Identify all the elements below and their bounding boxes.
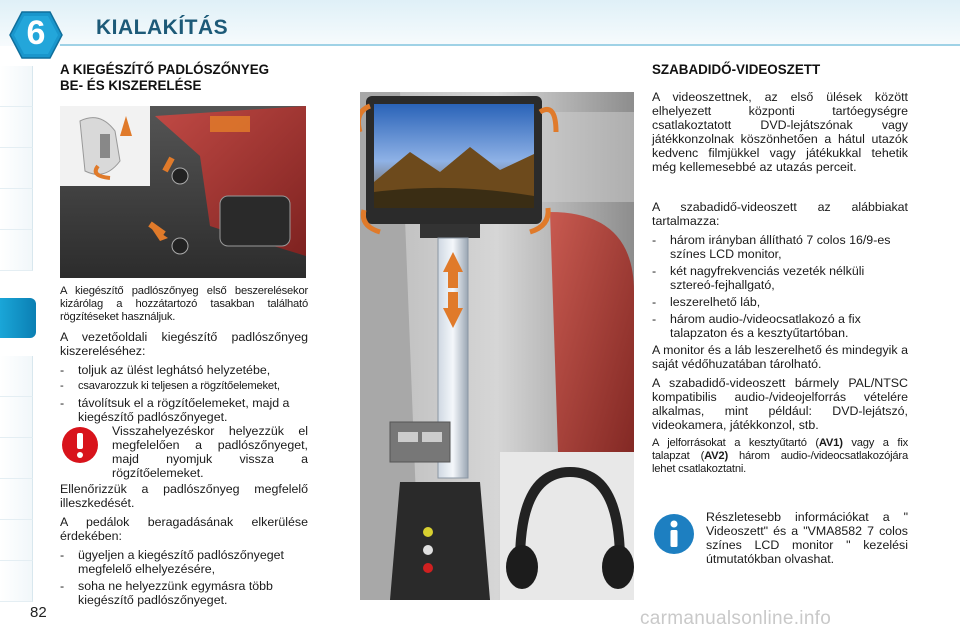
content-item: két nagyfrekvenciás vezeték nélküli sztereó-fejhallgató, (670, 264, 865, 292)
floor-mat-instructions (60, 330, 308, 427)
av1-label: AV1) (818, 437, 843, 449)
pedal-step: soha ne helyezzünk egymásra több kiegészítő padlószőnyeget. (78, 579, 273, 607)
floor-mat-illustration (60, 106, 306, 278)
chapter-tab[interactable] (0, 66, 33, 107)
page-number: 82 (30, 604, 47, 621)
info-text: Részletesebb információkat a " Videoszett" és a "VMA8582 7 colos színes LCD monitor " kezelési útmutatókban olvashat. (706, 510, 908, 566)
pedal-step: ügyeljen a kiegészítő padlószőnyeget megfelelő elhelyezésére, (78, 548, 284, 576)
chapter-tab[interactable] (0, 189, 33, 230)
compat-text: A szabadidő-videoszett bármely PAL/NTSC kompatibilis audio-/videojelforrás vételére alkalmas, mint például: DVD-lejátszó, videokamera, játékkonzol, stb. (652, 376, 908, 432)
step-text: csavarozzuk ki teljesen a rögzítőelemeket, (78, 380, 280, 392)
list-item: - távolítsuk el a rögzítőelemeket, majd a kiegészítő padlószőnyeget. (60, 396, 308, 424)
content-item: három irányban állítható 7 colos 16/9-es színes LCD monitor, (670, 233, 891, 261)
pedal-intro: A pedálok beragadásának elkerülése érdekében: (60, 515, 308, 543)
video-kit-illustration (360, 92, 634, 600)
chapter-tab[interactable] (0, 230, 33, 271)
content-item: három audio-/videocsatlakozó a fix talapzaton és a kesztyűtartóban. (670, 312, 861, 340)
content-item: leszerelhető láb, (670, 295, 761, 309)
check-text: Ellenőrizzük a padlószőnyeg megfelelő illeszkedését. (60, 482, 308, 510)
av2-label: AV2) (704, 450, 728, 462)
list-item: - ügyeljen a kiegészítő padlószőnyeget megfelelő elhelyezésére, (60, 548, 308, 576)
contents-intro: A szabadidő-videoszett az alábbiakat tartalmazza: (652, 200, 908, 228)
video-kit-intro: A videoszettnek, az első ülések között elhelyezett központi tartóegységre csatlakoztatott DVD-lejátszónak vagy játékkonzolnak köszönhetően a hátul utazók kedvenc filmjükkel vagy játékukkal tehetik még kellemesebbé az utazás perceit. (652, 90, 908, 174)
chapter-tab-active[interactable] (0, 298, 36, 338)
chapter-badge (8, 10, 64, 60)
step-text: toljuk az ülést leghátsó helyzetébe, (78, 363, 271, 377)
chapter-tab[interactable] (0, 148, 33, 189)
floor-mat-caption: A kiegészítő padlószőnyeg első beszerelésekor kizárólag a hozzátartozó tasakban található rögzítéseket használjuk. (60, 285, 308, 323)
list-item: - leszerelhető láb, (652, 295, 908, 309)
header-rule (60, 44, 960, 46)
floor-mat-title (60, 62, 330, 94)
list-item: - három irányban állítható 7 colos 16/9-es színes LCD monitor, (652, 233, 908, 261)
storage-text: A monitor és a láb leszerelhető és mindegyik a saját védőhuzatában tárolható. (652, 343, 908, 371)
watermark: carmanualsonline.info (640, 608, 832, 629)
sources-part2: vagy a fix talapzat ( (652, 437, 908, 462)
chapter-tab[interactable] (0, 107, 33, 148)
floor-mat-title-line2: BE- ÉS KISZERELÉSE (60, 78, 202, 93)
chapter-tab[interactable] (0, 561, 33, 602)
list-item: - két nagyfrekvenciás vezeték nélküli sztereó-fejhallgató, (652, 264, 908, 292)
warning-icon (60, 425, 100, 465)
chapter-tab[interactable] (0, 356, 33, 397)
step-text: távolítsuk el a rögzítőelemeket, majd a kiegészítő padlószőnyeget. (78, 396, 290, 424)
video-kit-contents (652, 200, 908, 481)
list-item: - három audio-/videocsatlakozó a fix talapzaton és a kesztyűtartóban. (652, 312, 908, 340)
info-icon (652, 512, 696, 556)
list-item: - csavarozzuk ki teljesen a rögzítőelemeket, (60, 380, 308, 393)
floor-mat-intro: A vezetőoldali kiegészítő padlószőnyeg kiszereléséhez: (60, 330, 308, 358)
chapter-tab[interactable] (0, 397, 33, 438)
floor-mat-title-line1: A KIEGÉSZÍTŐ PADLÓSZŐNYEG (60, 62, 270, 77)
list-item: - toljuk az ülést leghátsó helyzetébe, (60, 363, 308, 377)
sources-part3: három audio-/videocsatlakozójára lehet csatlakoztatni. (652, 450, 908, 475)
chapter-tab[interactable] (0, 520, 33, 561)
chapter-tab[interactable] (0, 479, 33, 520)
sources-part1: A jelforrásokat a kesztyűtartó ( (652, 437, 819, 449)
list-item: - soha ne helyezzünk egymásra több kiegészítő padlószőnyeget. (60, 579, 308, 607)
chapter-title: KIALAKÍTÁS (96, 16, 229, 39)
floor-mat-notes (60, 482, 308, 610)
warning-text: Visszahelyezéskor helyezzük el megfelelően a padlószőnyeget, majd nyomjuk vissza a rögzítőelemeket. (112, 424, 308, 480)
chapter-number: 6 (26, 14, 46, 52)
video-kit-title: SZABADIDŐ-VIDEOSZETT (652, 62, 821, 77)
chapter-tab[interactable] (0, 438, 33, 479)
sources-text (652, 437, 908, 476)
